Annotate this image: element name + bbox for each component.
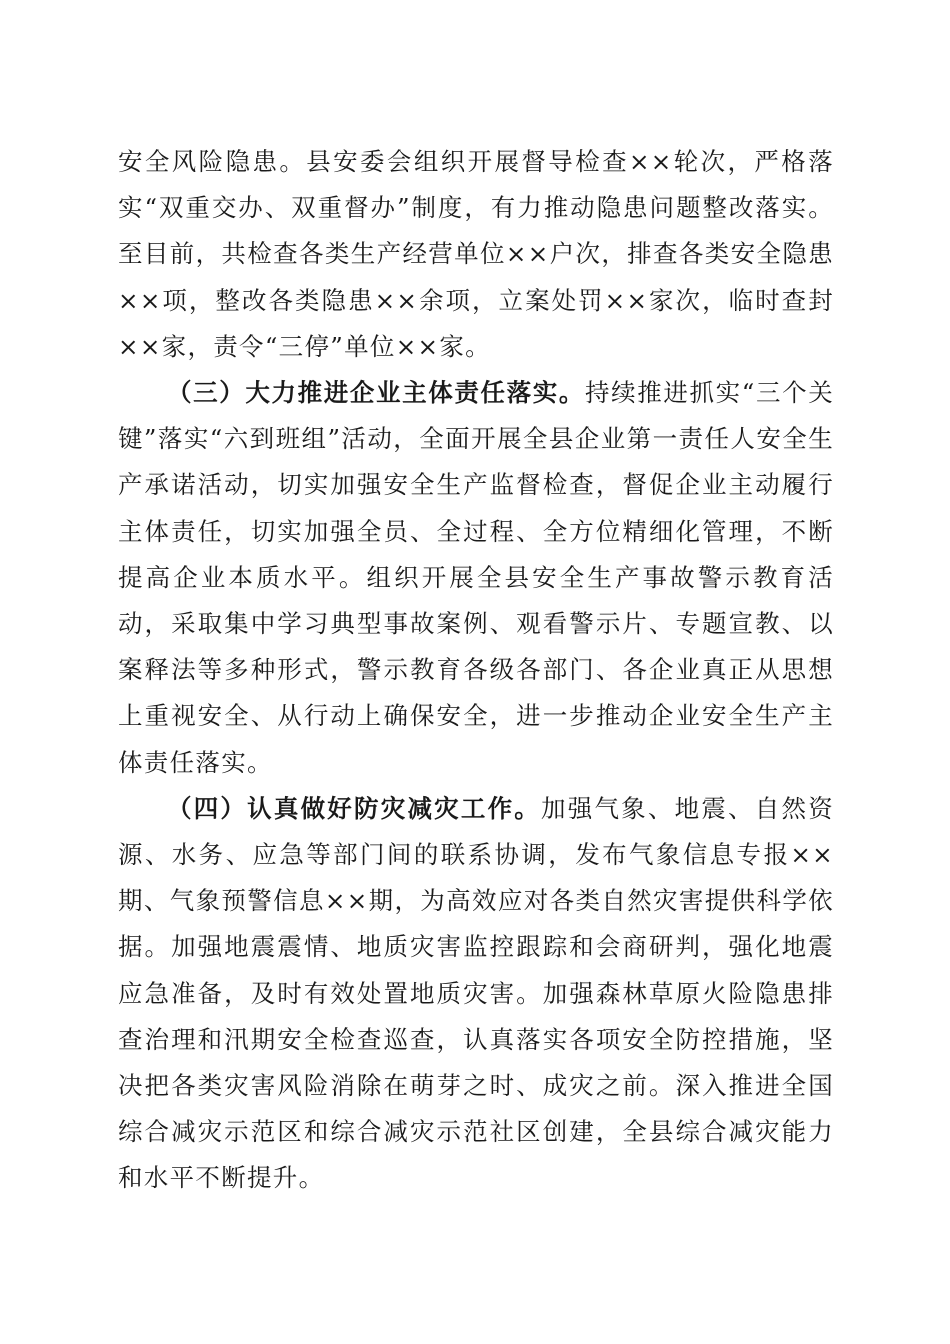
paragraph-text: 安全风险隐患。县安委会组织开展督导检查××轮次，严格落实“双重交办、双重督办”制度，有力推动隐患问题整改落实。至目前，共检查各类生产经营单位××户次，排查各类安全隐患××项，整改各类隐患××余项，立案处罚××家次，临时查封××家，责令“三停”单位××家。	[118, 147, 834, 361]
paragraph-section-4	[118, 786, 834, 1202]
document-body	[118, 139, 834, 1202]
paragraph-text: 加强气象、地震、自然资源、水务、应急等部门间的联系协调，发布气象信息专报××期、气象预警信息××期，为高效应对各类自然灾害提供科学依据。加强地震震情、地质灾害监控跟踪和会商研判，强化地震应急准备，及时有效处置地质灾害。加强森林草原火险隐患排查治理和汛期安全检查巡查，认真落实各项安全防控措施，坚决把各类灾害风险消除在萌芽之时、成灾之前。深入推进全国综合减灾示范区和综合减灾示范社区创建，全县综合减灾能力和水平不断提升。	[118, 793, 834, 1193]
section-heading-3: （三）大力推进企业主体责任落实。	[167, 378, 586, 408]
paragraph-text: 持续推进抓实“三个关键”落实“六到班组”活动，全面开展全县企业第一责任人安全生产承诺活动，切实加强安全生产监督检查，督促企业主动履行主体责任，切实加强全员、全过程、全方位精细化管理，不断提高企业本质水平。组织开展全县安全生产事故警示教育活动，采取集中学习典型事故案例、观看警示片、专题宣教、以案释法等多种形式，警示教育各级各部门、各企业真正从思想上重视安全、从行动上确保安全，进一步推动企业安全生产主体责任落实。	[118, 378, 834, 777]
section-heading-4: （四）认真做好防灾减灾工作。	[167, 793, 542, 823]
paragraph-section-3	[118, 370, 834, 786]
paragraph-continuation	[118, 139, 834, 370]
